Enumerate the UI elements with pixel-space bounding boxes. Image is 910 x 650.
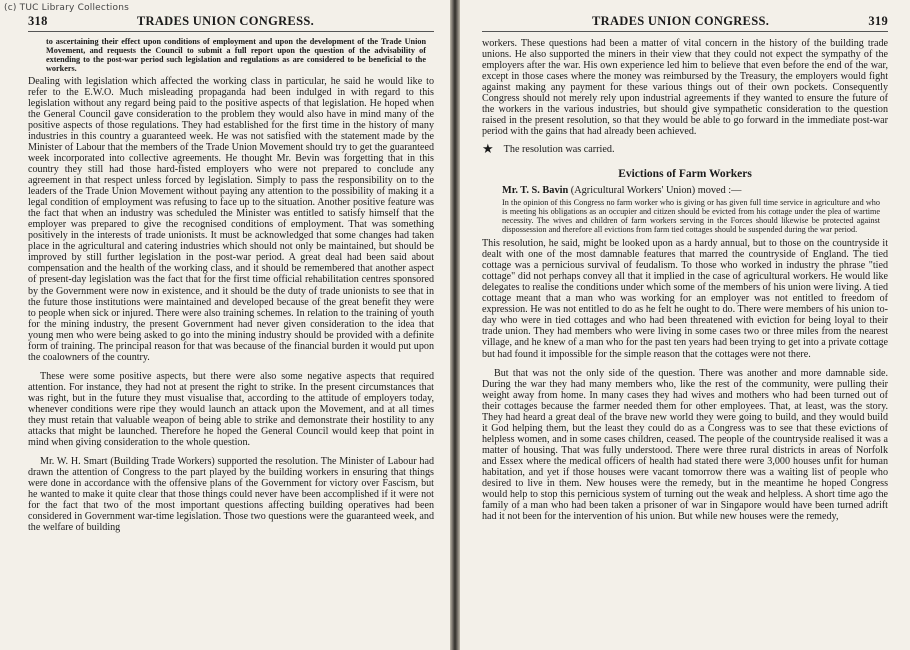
watermark: (c) TUC Library Collections: [4, 3, 129, 13]
left-heading: TRADES UNION CONGRESS.: [136, 14, 314, 28]
left-paragraph-2: These were some positive aspects, but there were also some negative aspects that required attention. For instance, they had not at present the right to strike. In the present circumstances that was right, but in the future they must visualise that, according to the attitude of employers today, whenever conditions were ripe they would launch an attack upon the Movement, and at all times they must retain that valuable weapon of being able to strike and demonstrate their hostility to any attacks that might be launched. Therefore he hoped the General Council would keep that point in mind when giving consideration to the whole question.: [28, 370, 434, 449]
mover-line: [502, 185, 888, 196]
right-paragraph-2: This resolution, he said, might be looked upon as a hardy annual, but to those on the countryside it dealt with one of the most damnable features that marred the countryside of England. The tied cottage was a pernicious survival of feudalism. To those who worked in industry the phrase "tied cottage" did not perhaps convey all that it implied in the case of agricultural workers. He would like delegates to realise the conditions under which some of the members of his union were living. A tied cottage meant that a man who was working for an employer was not entitled to freedom of expression. He was not entitled to do as he felt he ought to do. There were members of his union to-day who were in tied cottages and who had been threatened with eviction for being loyal to their trade union. They had members who were living in some cases two or three miles from the nearest village, and he knew of a man who for the past ten years had been trying to get into a private cottage but had found it impossible for the simple reason that the cottages were not there.: [482, 238, 888, 360]
right-running-head: [482, 14, 888, 32]
right-paragraph-3: But that was not the only side of the question. There was another and more damnable side. During the war they had many members who, like the rest of the community, were pulling their weight away from home. In many cases they had wives and mothers who had been turned out of their cottages because the farmer needed them for other employees. That, at least, was the story. They had heard a great deal of the brave new world they were going to build, and they would build it God helping them, but the least they could do as a Congress was to see that these evictions of helpless women, and in some cases children, ceased. The people of the countryside realised it was a matter of housing. That was fully understood. There were three rural districts in areas of Norfolk and Essex where the medical officers of health had stated there were 3,000 houses unfit for human habitation, and yet if those houses were vacant tomorrow there was a waiting list of people who desired to live in them. New houses were the remedy, but in the meantime he hoped Congress would help to stop this pernicious system of turning out the weak and helpless. A short time ago the family of a man who had been taken a prisoner of war in Singapore would have been turned adrift had it not been for the intervention of his union. But while new houses were the remedy,: [482, 367, 888, 523]
resolution-carried: [482, 141, 888, 157]
star-icon: ★: [482, 141, 494, 157]
mover-union: (Agricultural Workers' Union) moved :—: [570, 185, 742, 197]
left-page-number: 318: [28, 14, 48, 28]
right-heading: TRADES UNION CONGRESS.: [592, 14, 770, 28]
resolution-tail: to ascertaining their effect upon conditions of employment and upon the development of the Trade Union Movement, and requests the Council to submit a full report upon the question of the advisability of extending to the post-war period such legislation and regulations as are considered to be beneficial to the workers.: [46, 37, 426, 73]
left-page: [0, 0, 450, 650]
book-gutter: [450, 0, 460, 650]
section-title: Evictions of Farm Workers: [618, 168, 752, 181]
mover-name: Mr. T. S. Bavin: [502, 185, 569, 197]
left-running-head: [28, 14, 434, 32]
motion-text: In the opinion of this Congress no farm worker who is giving or has given full time service in agriculture and who is meeting his obligations as an occupier and citizen should be evicted from his cottage under the plea of wartime necessity. The wives and children of farm workers serving in the Forces should likewise be protected against dispossession and therefore all evictions from farm tied cottages should be suspended during the war period.: [502, 198, 880, 235]
right-page: [460, 0, 910, 650]
carried-text: The resolution was carried.: [503, 143, 615, 155]
right-page-number: 319: [868, 14, 888, 28]
left-paragraph-1: Dealing with legislation which affected the working class in particular, he said he would like to refer to the E.W.O. Much misleading propaganda had been indulged in with regard to this legislation without any regard being paid to the positive aspects of that legislation. He hoped when the General Council gave consideration to the problem they would also have in mind many of the positive aspects of those regulations. They had established for the first time in the history of many industries in this country a guaranteed week. He was not satisfied with the statement made by the Minister of Labour that the members of the Trade Union Movement should try to get the guaranteed week incorporated into collective agreements. He thought Mr. Bevin was forgetting that in this country they still had those hard-fisted employers who were not prepared to conclude any agreement in that respect unless forced by legislation. Simply to pass the responsibility on to the leaders of the Trade Union Movement without paying any attention to the possibility of making it a legal condition of employment was refusing to face up to the situation. Another positive feature was the fact that when an industry was scheduled the Minister was entitled to satisfy himself that the employer was prepared to give the recognised conditions of employment. That was something positively in the interests of trade unionists. It must be acknowledged that some changes had taken place in the agricultural and catering industries which should not only be maintained, but should be improved by still further legislation in the post-war period. A great deal had been said about compensation and the health of the working class, and it should be remembered that another aspect of present-day legislation was the fact that for the first time official rehabilitation centres sponsored by the Government were now in existence, and it should be the duty of trade unionists to see that in the future those institutions were maintained and developed because of the great benefit they were to people when sick or injured. There were also training schemes. In relation to the training of youth for the mining industry, the present Government had never given consideration to the idea that young men who were being asked to go into the mining industry should be provided with a definite form of training. The principal reason for that was because of the financial burden it would put upon the coalowners of the country.: [28, 75, 434, 363]
right-paragraph-1: workers. These questions had been a matter of vital concern in the history of the building trade unions. He also supported the miners in their view that they could not expect the sympathy of the employers after the war. His own experience led him to believe that even before the end of the war, except in those cases where the money was reimbursed by the Treasury, the employers would fight against making any payment for these various things out of their own pockets. Consequently Congress should not merely rely upon industrial agreements if they wanted to ensure the future of the workers in the various industries, but should give sympathetic consideration to the question raised in the present resolution, so that they would be able to go forward in the immediate post-war period with the gains that had already been achieved.: [482, 38, 888, 138]
left-paragraph-3: Mr. W. H. Smart (Building Trade Workers) supported the resolution. The Minister of Labour had drawn the attention of Congress to the part played by the building workers in ensuring that things were done in accordance with the offensive plans of the Government for victory over Fascism, but he wanted to make it quite clear that those things could never have been accomplished if it were not for the fact that two of the most important questions affecting building operatives had been considered in Government war-time legislation. Those two questions were the guaranteed week, and the welfare of building: [28, 456, 434, 534]
